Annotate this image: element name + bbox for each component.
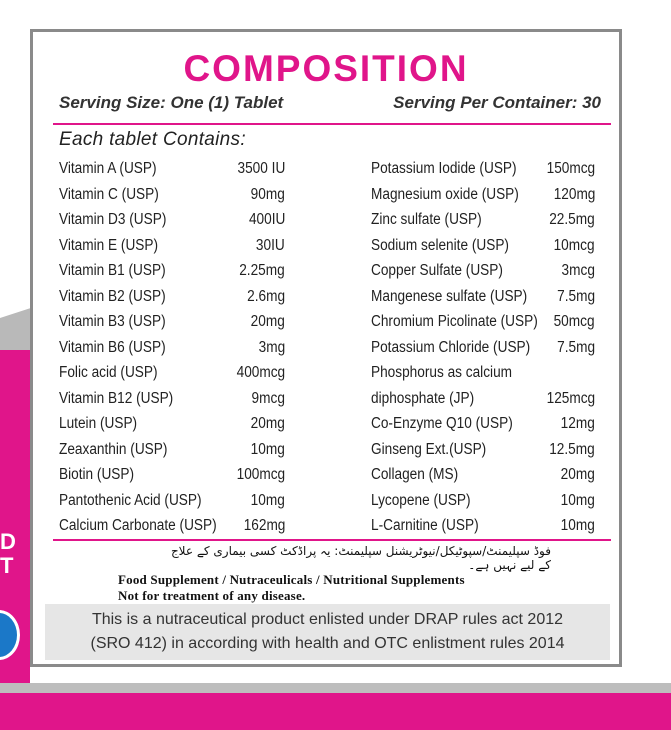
ingredient-row — [371, 411, 595, 437]
ingredient-amount: 30IU — [256, 236, 285, 254]
ingredient-name: Magnesium oxide (USP) — [371, 185, 519, 203]
ingredient-name: L-Carnitine (USP) — [371, 517, 479, 534]
ingredient-row — [59, 462, 285, 488]
ingredient-amount: 12mg — [560, 415, 595, 432]
ingredient-name: Biotin (USP) — [59, 466, 135, 483]
urdu-note: فوڈ سپلیمنٹ/سپوٹیکل/نیوٹریشنل سپلیمنٹ: یہ پراڈکٹ کسی بیماری کے علاج کے لیے نہیں ہے۔ — [170, 544, 551, 572]
ingredient-amount: 22.5mg — [549, 211, 595, 228]
ingredient-row — [59, 233, 285, 259]
drap-notice — [45, 604, 610, 660]
ingredient-amount: 20mg — [560, 466, 595, 483]
ingredient-name: Vitamin B3 (USP) — [59, 313, 166, 330]
ingredient-name: Chromium Picolinate (USP) — [371, 313, 538, 330]
ingredient-name: Sodium selenite (USP) — [371, 236, 509, 254]
ingredient-row — [371, 437, 595, 463]
ingredient-amount: 120mg — [553, 185, 595, 203]
ingredient-row — [59, 258, 285, 284]
ingredients-right-column — [371, 156, 595, 539]
ingredient-row — [59, 437, 285, 463]
ingredient-amount: 7.5mg — [557, 287, 595, 305]
ingredient-row — [371, 309, 595, 335]
ingredient-row — [371, 207, 595, 233]
ingredient-row — [59, 513, 285, 539]
ingredient-name: Vitamin B1 (USP) — [59, 262, 166, 279]
drap-line-2: (SRO 412) in according with health and OTC enlistment rules 2014 — [90, 635, 565, 652]
not-for-treatment-note: Not for treatment of any disease. — [118, 588, 306, 603]
ingredient-row — [59, 309, 285, 335]
ingredient-row — [371, 258, 595, 284]
food-supplement-note: Food Supplement / Nutraceulicals / Nutritional Supplements — [118, 572, 465, 587]
ingredient-amount: 3mg — [258, 338, 285, 356]
ingredient-row — [59, 360, 285, 386]
ingredient-row — [59, 156, 285, 182]
ingredient-amount: 125mcg — [546, 389, 595, 407]
composition-panel — [30, 29, 622, 667]
package-bottom-grey-band — [0, 683, 671, 693]
ingredient-amount: 400mcg — [236, 364, 285, 381]
ingredient-name: Co-Enzyme Q10 (USP) — [371, 415, 513, 432]
ingredient-amount: 100mcg — [236, 466, 285, 483]
ingredient-amount: 20mg — [250, 415, 285, 432]
ingredient-amount: 10mg — [250, 440, 285, 458]
ingredient-amount: 3500 IU — [237, 160, 285, 177]
ingredient-amount: 50mcg — [554, 313, 595, 330]
ingredient-row — [371, 156, 595, 182]
ingredient-name: Lycopene (USP) — [371, 491, 471, 509]
top-divider — [53, 123, 611, 125]
ingredient-amount: 400IU — [248, 211, 285, 228]
ingredient-name: Vitamin B2 (USP) — [59, 287, 166, 305]
ingredient-row — [371, 284, 595, 310]
serving-per-container: Serving Per Container: 30 — [393, 93, 601, 112]
ingredient-name: Vitamin C (USP) — [59, 185, 159, 203]
drap-line-1: This is a nutraceutical product enlisted under DRAP rules act 2012 — [91, 611, 564, 628]
ingredient-row — [371, 182, 595, 208]
ingredient-amount: 10mcg — [554, 236, 595, 254]
ingredient-amount: 12.5mg — [549, 440, 595, 458]
ingredient-name: Calcium Carbonate (USP) — [59, 517, 217, 534]
ingredient-amount: 9mcg — [251, 389, 285, 407]
ingredient-name: Pantothenic Acid (USP) — [59, 491, 202, 509]
ingredient-name: Vitamin B6 (USP) — [59, 338, 166, 356]
ingredient-name: Collagen (MS) — [371, 466, 459, 483]
ingredient-name: Vitamin D3 (USP) — [59, 211, 167, 228]
ingredient-row — [371, 233, 595, 259]
ingredient-amount: 2.25mg — [239, 262, 285, 279]
bottom-divider — [53, 539, 611, 541]
ingredient-amount: 10mg — [560, 491, 595, 509]
ingredient-name: Vitamin B12 (USP) — [59, 389, 174, 407]
ingredient-row — [59, 335, 285, 361]
serving-size: Serving Size: One (1) Tablet — [59, 93, 284, 112]
ingredient-row — [59, 386, 285, 412]
ingredient-name: Zinc sulfate (USP) — [371, 211, 482, 228]
ingredient-row — [371, 488, 595, 514]
ingredient-row — [371, 335, 595, 361]
ingredient-row — [371, 386, 595, 412]
ingredient-name: Phosphorus as calcium — [371, 364, 513, 381]
ingredient-amount: 3mcg — [561, 262, 595, 279]
ingredient-name: Vitamin A (USP) — [59, 160, 157, 177]
ingredient-name: Lutein (USP) — [59, 415, 138, 432]
ingredient-name: Folic acid (USP) — [59, 364, 158, 381]
ingredient-name: Ginseng Ext.(USP) — [371, 440, 487, 458]
package-bottom-pink-band — [0, 693, 671, 730]
ingredient-row — [59, 182, 285, 208]
ingredient-row — [371, 513, 595, 539]
ingredient-name: Copper Sulfate (USP) — [371, 262, 503, 279]
ingredient-row — [59, 284, 285, 310]
ingredient-amount: 10mg — [560, 517, 595, 534]
ingredients-left-column — [59, 156, 285, 539]
ingredient-name: Potassium Chloride (USP) — [371, 338, 531, 356]
ingredient-name: Vitamin E (USP) — [59, 236, 159, 254]
ingredient-row — [59, 207, 285, 233]
each-tablet-heading: Each tablet Contains: — [59, 129, 246, 150]
ingredient-row — [59, 488, 285, 514]
ingredient-name: Zeaxanthin (USP) — [59, 440, 168, 458]
side-letter-t: T — [0, 553, 14, 578]
ingredient-amount: 10mg — [250, 491, 285, 509]
ingredient-amount: 2.6mg — [247, 287, 285, 305]
side-letter-d: D — [0, 529, 16, 554]
ingredient-row — [371, 360, 595, 386]
ingredient-amount: 150mcg — [546, 160, 595, 177]
ingredient-amount: 90mg — [250, 185, 285, 203]
ingredient-name: Mangenese sulfate (USP) — [371, 287, 528, 305]
ingredient-amount: 7.5mg — [557, 338, 595, 356]
ingredient-row — [59, 411, 285, 437]
ingredient-name: Potassium Iodide (USP) — [371, 160, 517, 177]
ingredient-amount: 20mg — [250, 313, 285, 330]
package-side-letters — [0, 530, 14, 578]
ingredient-name: diphosphate (JP) — [371, 389, 475, 407]
ingredient-row — [371, 462, 595, 488]
composition-title: COMPOSITION — [183, 48, 469, 89]
ingredient-amount: 162mg — [243, 517, 285, 534]
